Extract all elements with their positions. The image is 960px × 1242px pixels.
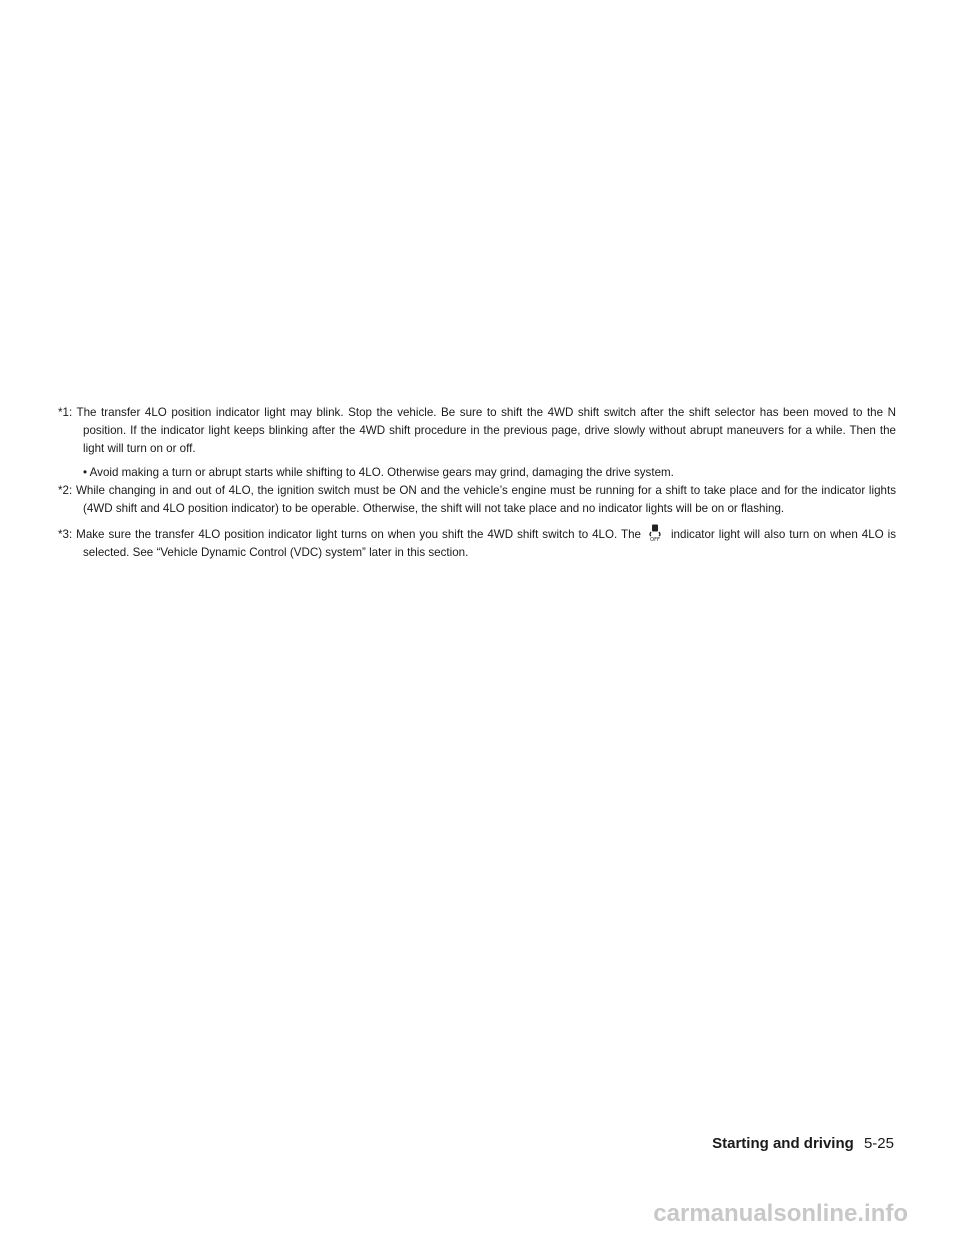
notes-list	[58, 404, 896, 562]
footer-page-number: 5-25	[863, 1135, 894, 1152]
footer-section-title: Starting and driving	[712, 1135, 854, 1152]
svg-text:OFF: OFF	[650, 537, 660, 542]
note-marker: *3:	[58, 528, 73, 541]
watermark: carmanualsonline.info	[653, 1200, 908, 1227]
note-3	[58, 524, 896, 562]
vdc-off-indicator-icon	[645, 524, 665, 542]
note-text: The transfer 4LO position indicator light may blink. Stop the vehicle. Be sure to shift the 4WD shift switch after the shift selector has been moved to the N position. If the indicator light keeps blinking after the 4WD shift procedure in the previous page, drive slowly without abrupt maneuvers for a while. Then the light will turn on or off.	[76, 406, 896, 455]
note-text-before-icon: Make sure the transfer 4LO position indicator light turns on when you shift the 4WD shift switch to 4LO. The	[76, 528, 641, 541]
note-text: While changing in and out of 4LO, the ignition switch must be ON and the vehicle’s engine must be running for a shift to take place and for the indicator lights (4WD shift and 4LO position indicator) to be operable. Otherwise, the shift will not take place and no indicator lights will be on or flashing.	[75, 484, 896, 515]
note-marker: *1:	[58, 406, 73, 419]
note-2	[58, 482, 896, 518]
note-1	[58, 404, 896, 458]
page-footer	[712, 1135, 894, 1152]
note-1-bullet: • Avoid making a turn or abrupt starts while shifting to 4LO. Otherwise gears may grind, damaging the drive system.	[83, 466, 674, 479]
note-marker: *2:	[58, 484, 73, 497]
note-text-after-icon: indicator light will also turn on when 4LO is selected. See “Vehicle Dynamic Control (VDC) system” later in this section.	[83, 528, 896, 559]
